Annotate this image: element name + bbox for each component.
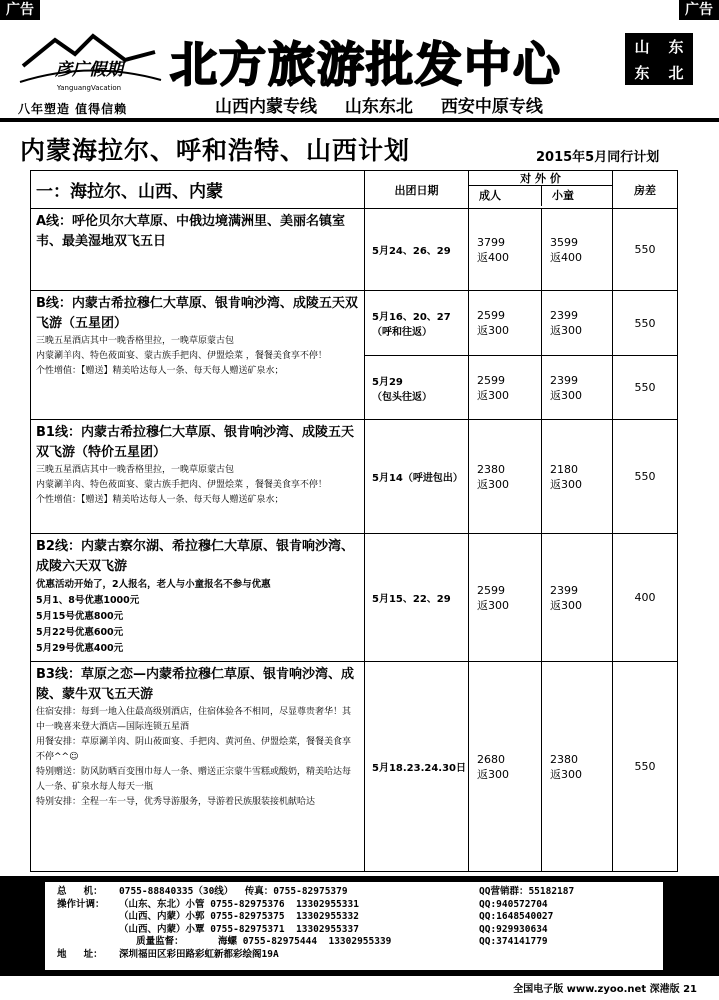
date-cell — [365, 420, 469, 533]
child-price-cell — [542, 356, 613, 419]
contact-line — [57, 886, 651, 899]
child-rebate: 返300 — [550, 477, 582, 491]
route-cell — [31, 662, 365, 871]
contact-label — [57, 936, 119, 949]
contact-qq: QQ营销群：55182187 — [479, 886, 575, 897]
route-note: 三晚五星酒店其中一晚香格里拉，一晚草原蒙古包 — [36, 336, 235, 346]
contact-line — [57, 949, 651, 962]
route-cell — [31, 291, 365, 419]
contact-detail: （山西、内蒙）小覃 0755-82975371 13302955337 — [119, 923, 359, 935]
contact-line — [57, 899, 651, 912]
route-promo: 5月15号优惠800元 — [36, 611, 124, 622]
contact-line — [57, 924, 651, 937]
date-cell — [365, 291, 469, 355]
table-row — [31, 533, 677, 661]
box-char: 山 — [634, 37, 650, 56]
route-promo: 优惠活动开始了，2人报名，老人与小童报名不参与优惠 — [36, 579, 271, 590]
contact-qq: QQ:374141779 — [479, 936, 548, 947]
contact-line — [57, 936, 651, 949]
table-row — [31, 208, 677, 290]
col-price-header — [469, 171, 613, 208]
box-char: 北 — [668, 63, 684, 82]
route-note: 内蒙涮羊肉、特色莜面宴、蒙古族手把肉、伊盟烩菜 ，餐餐美食享不停！ — [36, 480, 327, 490]
page-subtitle: 2015年5月同行计划 — [536, 150, 660, 165]
route-cell — [31, 209, 365, 290]
route-note: 特别安排：全程一车一导，优秀导游服务，导游着民族服装接机献哈达 — [36, 797, 316, 807]
col-adult-header: 成人 — [469, 186, 542, 206]
adult-rebate: 返300 — [477, 598, 509, 612]
col-price-label: 对 外 价 — [469, 171, 612, 186]
child-price-cell — [542, 534, 613, 661]
route-date: 5月18.23.24.30日 — [372, 763, 467, 774]
route-date: 5月24、26、29 — [372, 246, 451, 257]
route-note: 三晚五星酒店其中一晚香格里拉，一晚草原蒙古包 — [36, 465, 235, 475]
adult-price: 2599 — [477, 373, 505, 387]
room-diff: 550 — [634, 470, 656, 483]
adult-rebate: 返400 — [477, 250, 509, 264]
adult-price: 2599 — [477, 583, 505, 597]
child-price: 2380 — [550, 752, 578, 766]
contact-label: 总 机： — [57, 886, 103, 897]
adult-price-cell — [469, 209, 542, 290]
contact-qq: QQ:940572704 — [479, 898, 548, 910]
date-subrow — [365, 355, 677, 419]
brand-title: 北方旅游批发中心 — [170, 38, 562, 93]
contact-label — [57, 911, 119, 924]
date-group — [365, 291, 677, 419]
contact-footer — [0, 876, 719, 976]
child-price-cell — [542, 662, 613, 871]
logo-sub: YanguangVacation — [56, 84, 122, 92]
section-title: 一：海拉尔、山西、内蒙 — [31, 171, 365, 208]
adult-price-cell — [469, 356, 542, 419]
price-table — [30, 170, 678, 872]
adult-price-cell — [469, 291, 542, 355]
date-cell — [365, 209, 469, 290]
contact-detail: 0755-88840335（30线） 传真：0755-82975379 — [119, 886, 348, 897]
page-title: 内蒙海拉尔、呼和浩特、山西计划 — [20, 136, 411, 165]
contact-label: 操作计调： — [57, 898, 105, 910]
date-cell — [365, 534, 469, 661]
brand-logo — [15, 26, 163, 94]
adult-price: 3799 — [477, 235, 505, 249]
child-price: 2399 — [550, 373, 578, 387]
adult-price: 2599 — [477, 309, 505, 322]
child-rebate: 返300 — [550, 324, 582, 337]
child-price-cell — [542, 420, 613, 533]
contact-detail: （山东、东北）小管 0755-82975376 13302955331 — [119, 898, 359, 910]
route-note: 内蒙涮羊肉、特色莜面宴、蒙古族手把肉、伊盟烩菜 ，餐餐美食享不停！ — [36, 351, 327, 361]
contact-box — [45, 882, 663, 970]
route-title: B1线：内蒙古希拉穆仁大草原、银肯响沙湾、成陵五天双飞游（特价五星团） — [36, 425, 354, 460]
contact-qq: QQ:1648540027 — [479, 911, 554, 922]
box-char: 东 — [634, 63, 650, 82]
room-diff: 550 — [634, 316, 656, 330]
adult-rebate: 返300 — [477, 767, 509, 781]
page-footer-text: 全国电子版 www.zyoo.net 深港版 21 — [513, 984, 697, 995]
adult-price: 2680 — [477, 752, 505, 766]
adult-rebate: 返300 — [477, 388, 509, 402]
adult-price: 2380 — [477, 462, 505, 476]
route-title: B线：内蒙古希拉穆仁大草原、银肯响沙湾、成陵五天双飞游（五星团） — [36, 296, 358, 331]
route-promo: 5月22号优惠600元 — [36, 627, 124, 638]
col-child-header: 小童 — [552, 189, 574, 202]
route-date-note: （呼和往返） — [372, 327, 432, 338]
date-cell — [365, 356, 469, 419]
table-row — [31, 661, 677, 871]
route-date: 5月29 — [372, 376, 403, 388]
box-char: 东 — [668, 37, 684, 56]
child-price: 2399 — [550, 583, 578, 597]
route-cell — [31, 534, 365, 661]
adult-price-cell — [469, 662, 542, 871]
child-price: 2180 — [550, 462, 578, 476]
contact-label — [57, 924, 119, 937]
room-diff: 550 — [634, 243, 656, 256]
route-note: 个性增值：【赠送】精美哈达每人一条、每天每人赠送矿泉水； — [36, 366, 284, 376]
child-price-cell — [542, 209, 613, 290]
child-rebate: 返300 — [550, 598, 582, 612]
col-diff-header: 房差 — [634, 183, 656, 197]
room-diff: 550 — [634, 760, 656, 773]
ad-tag-right: 广告 — [679, 0, 719, 20]
room-diff: 550 — [634, 381, 656, 394]
route-date: 5月14（呼进包出） — [372, 473, 463, 484]
child-price-cell — [542, 291, 613, 355]
route-promo: 5月29号优惠400元 — [36, 643, 124, 654]
contact-detail: 质量监督： 海螺 0755-82975444 13302955339 — [119, 936, 392, 947]
child-rebate: 返400 — [550, 250, 582, 264]
tagline: 八年塑造 值得信赖 — [18, 102, 128, 116]
contact-label: 地 址： — [57, 948, 103, 960]
room-diff: 400 — [634, 591, 656, 604]
route-title: B2线：内蒙古察尔湖、希拉穆仁大草原、银肯响沙湾、成陵六天双飞游 — [36, 539, 354, 574]
route-title: B3线：草原之恋—内蒙希拉穆仁草原、银肯响沙湾、成陵、蒙牛双飞五天游 — [36, 667, 354, 702]
table-row — [31, 419, 677, 533]
route-note: 用餐安排：草原涮羊肉、阴山莜面宴、手把肉、黄河鱼、伊盟烩菜，餐餐美食享不停^^☺ — [36, 737, 352, 762]
child-rebate: 返300 — [550, 767, 582, 781]
route-title: A线：呼伦贝尔大草原、中俄边境满洲里、美丽名镇室韦、最美湿地双飞五日 — [36, 214, 346, 249]
route-note: 住宿安排：每到一地入住最高级别酒店，住宿体验各不相同，尽显尊贵奢华！其中一晚喜来登大酒店—国际连锁五星酒 — [36, 707, 352, 732]
route-note: 个性增值：【赠送】精美哈达每人一条、每天每人赠送矿泉水； — [36, 495, 284, 505]
contact-line — [57, 911, 651, 924]
adult-price-cell — [469, 420, 542, 533]
logo-text: 彦广假期 — [55, 60, 123, 80]
child-price: 2399 — [550, 309, 578, 322]
adult-rebate: 返300 — [477, 477, 509, 491]
route-date: 5月15、22、29 — [372, 594, 451, 605]
table-row — [31, 290, 677, 419]
date-cell — [365, 662, 469, 871]
contact-detail: 深圳福田区彩田路彩虹新都彩绘阁19A — [119, 948, 279, 960]
route-date-note: （包头往返） — [372, 391, 432, 403]
route-note: 特别赠送：防风防晒百变围巾每人一条、赠送正宗蒙牛雪糕或酸奶，精美哈达每人一条、矿泉水每人每天一瓶 — [36, 767, 352, 792]
contact-detail: （山西、内蒙）小郭 0755-82975375 13302955332 — [119, 911, 359, 922]
route-promo: 5月1、8号优惠1000元 — [36, 595, 140, 606]
brand-region-box — [625, 33, 693, 85]
child-rebate: 返300 — [550, 388, 582, 402]
child-price: 3599 — [550, 235, 578, 249]
contact-qq: QQ:929930634 — [479, 923, 548, 935]
col-date-header: 出团日期 — [365, 171, 469, 208]
date-subrow — [365, 291, 677, 355]
adult-rebate: 返300 — [477, 324, 509, 337]
route-date: 5月16、20、27 — [372, 312, 451, 323]
table-header — [31, 171, 677, 208]
header-divider — [0, 118, 719, 122]
ad-tag-left: 广告 — [0, 0, 40, 20]
route-cell — [31, 420, 365, 533]
brand-subtitle: 山西内蒙专线 山东东北 西安中原专线 — [215, 97, 543, 117]
adult-price-cell — [469, 534, 542, 661]
